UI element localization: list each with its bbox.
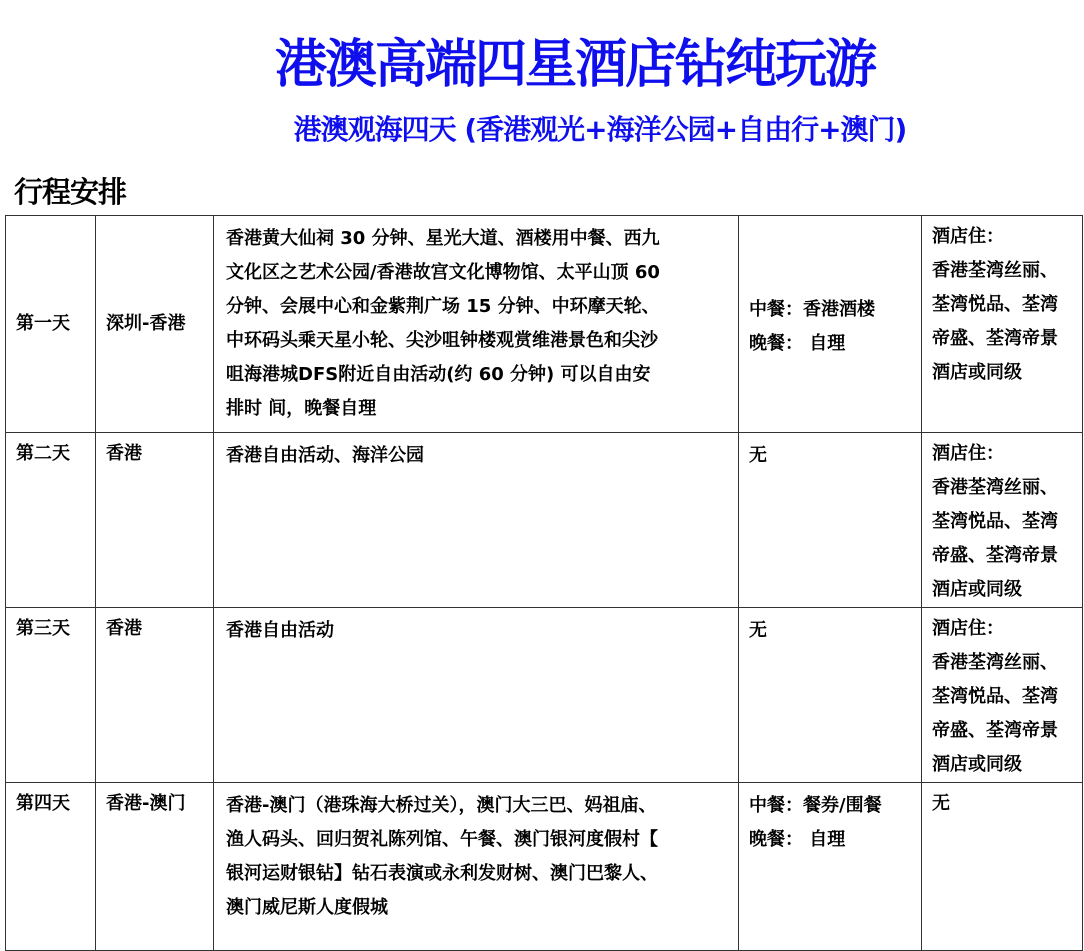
hotel-line: 香港荃湾丝丽、 bbox=[932, 477, 1058, 498]
place-cell: 香港-澳门 bbox=[96, 783, 214, 951]
hotel-line: 酒店或同级 bbox=[932, 362, 1022, 383]
activities-line: 分钟、会展中心和金紫荆广场 15 分钟、中环摩天轮、 bbox=[226, 296, 660, 317]
section-heading: 行程安排 bbox=[14, 175, 127, 209]
activities-cell bbox=[214, 433, 739, 608]
meals-cell bbox=[739, 433, 922, 608]
activities-line: 渔人码头、回归贺礼陈列馆、午餐、澳门银河度假村【 bbox=[226, 829, 658, 850]
meals-line: 晚餐： 自理 bbox=[749, 333, 846, 354]
table-row bbox=[6, 216, 1083, 433]
activities-line: 咀海港城DFS附近自由活动(约 60 分钟) 可以自由安 bbox=[226, 364, 651, 385]
activities-line: 文化区之艺术公园/香港故宫文化博物馆、太平山顶 60 bbox=[226, 262, 660, 283]
hotel-line: 荃湾悦品、荃湾 bbox=[932, 511, 1058, 532]
activities-cell bbox=[214, 783, 739, 951]
activities-line: 香港-澳门（港珠海大桥过关），澳门大三巴、妈祖庙、 bbox=[226, 795, 657, 816]
activities-line: 香港自由活动 bbox=[226, 620, 334, 641]
meals-line: 晚餐： 自理 bbox=[749, 829, 846, 850]
place-cell: 香港 bbox=[96, 433, 214, 608]
itinerary-table bbox=[5, 215, 1083, 951]
table-row bbox=[6, 608, 1083, 783]
hotel-line: 酒店住： bbox=[932, 443, 1004, 464]
hotel-cell bbox=[922, 216, 1083, 433]
meals-line: 无 bbox=[749, 445, 767, 466]
hotel-line: 无 bbox=[932, 793, 950, 814]
document-title: 港澳高端四星酒店钻纯玩游 bbox=[274, 35, 875, 95]
activities-line: 香港自由活动、海洋公园 bbox=[226, 445, 424, 466]
hotel-line: 帝盛、荃湾帝景 bbox=[932, 720, 1058, 741]
hotel-line: 荃湾悦品、荃湾 bbox=[932, 294, 1058, 315]
meals-line: 中餐：餐券/围餐 bbox=[749, 795, 882, 816]
hotel-line: 香港荃湾丝丽、 bbox=[932, 260, 1058, 281]
table-row bbox=[6, 783, 1083, 951]
meals-cell bbox=[739, 783, 922, 951]
day-cell: 第四天 bbox=[6, 783, 96, 951]
activities-line: 银河运财银钻】钻石表演或永利发财树、澳门巴黎人、 bbox=[226, 863, 658, 884]
hotel-line: 酒店住： bbox=[932, 226, 1004, 247]
hotel-cell bbox=[922, 433, 1083, 608]
document-subtitle: 港澳观海四天 (香港观光+海洋公园+自由行+澳门) bbox=[293, 113, 907, 146]
hotel-line: 荃湾悦品、荃湾 bbox=[932, 686, 1058, 707]
place-cell: 深圳-香港 bbox=[96, 216, 214, 433]
hotel-line: 帝盛、荃湾帝景 bbox=[932, 545, 1058, 566]
meals-line: 中餐：香港酒楼 bbox=[749, 299, 875, 320]
day-cell: 第二天 bbox=[6, 433, 96, 608]
activities-line: 排时 间，晚餐自理 bbox=[226, 398, 377, 419]
hotel-line: 酒店或同级 bbox=[932, 754, 1022, 775]
hotel-cell bbox=[922, 783, 1083, 951]
meals-line: 无 bbox=[749, 620, 767, 641]
table-row bbox=[6, 433, 1083, 608]
meals-cell bbox=[739, 608, 922, 783]
hotel-cell bbox=[922, 608, 1083, 783]
place-cell: 香港 bbox=[96, 608, 214, 783]
hotel-line: 酒店或同级 bbox=[932, 579, 1022, 600]
hotel-line: 酒店住： bbox=[932, 618, 1004, 639]
hotel-line: 香港荃湾丝丽、 bbox=[932, 652, 1058, 673]
activities-line: 中环码头乘天星小轮、尖沙咀钟楼观赏维港景色和尖沙 bbox=[226, 330, 658, 351]
activities-cell bbox=[214, 216, 739, 433]
day-cell: 第一天 bbox=[6, 216, 96, 433]
meals-cell bbox=[739, 216, 922, 433]
activities-line: 澳门威尼斯人度假城 bbox=[226, 897, 388, 918]
activities-line: 香港黄大仙祠 30 分钟、星光大道、酒楼用中餐、西九 bbox=[226, 228, 660, 249]
activities-cell bbox=[214, 608, 739, 783]
hotel-line: 帝盛、荃湾帝景 bbox=[932, 328, 1058, 349]
day-cell: 第三天 bbox=[6, 608, 96, 783]
